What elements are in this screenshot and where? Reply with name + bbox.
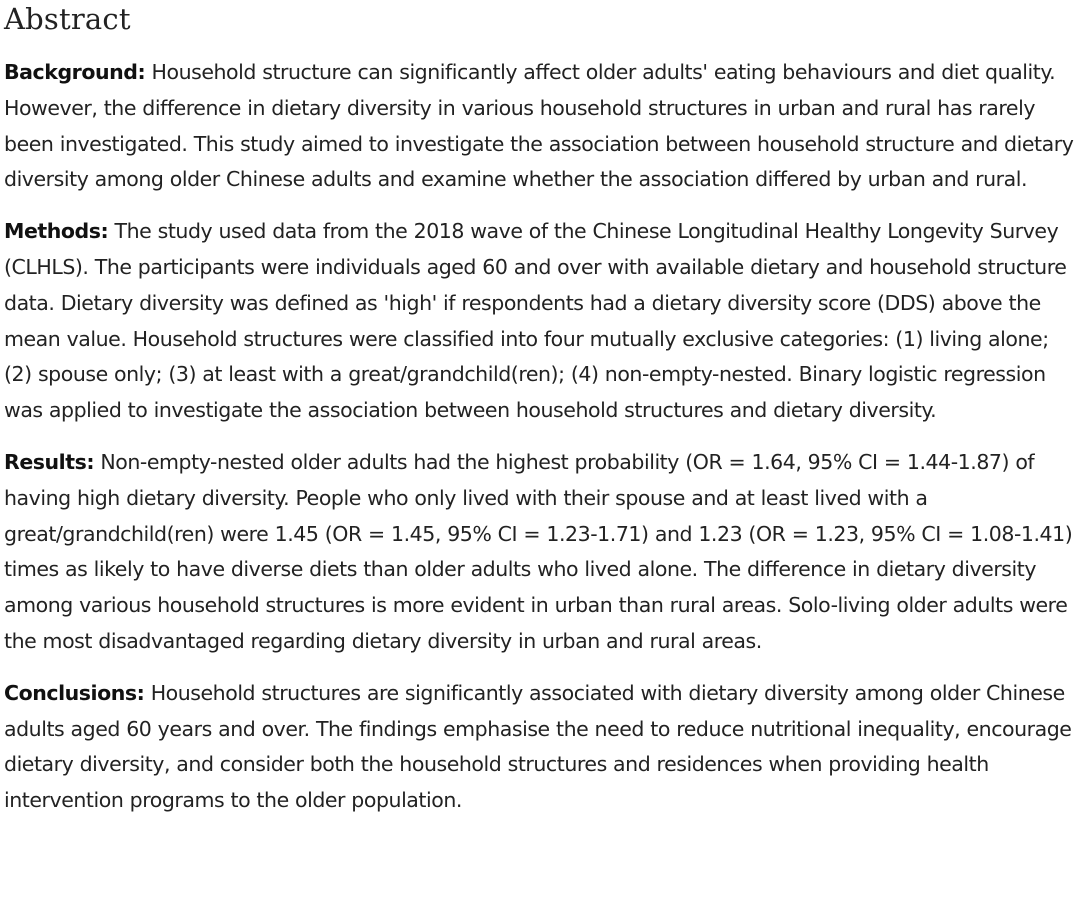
methods-section bbox=[4, 214, 1074, 429]
results-text: Non-empty-nested older adults had the highest probability (OR = 1.64, 95% CI = 1.44-1.87) of having high dietary diversity. People who only lived with their spouse and at least lived with a great/grandchild(ren) were 1.45 (OR = 1.45, 95% CI = 1.23-1.71) and 1.23 (OR = 1.23, 95% CI = 1.08-1.41) times as likely to have diverse diets than older adults who lived alone. The difference in dietary diversity among various household structures is more evident in urban than rural areas. Solo-living older adults were the most disadvantaged regarding dietary diversity in urban and rural areas. bbox=[4, 449, 1073, 653]
conclusions-label: Conclusions: bbox=[4, 680, 145, 705]
conclusions-section bbox=[4, 676, 1074, 819]
conclusions-text: Household structures are significantly associated with dietary diversity among older Chinese adults aged 60 years and over. The findings emphasise the need to reduce nutritional inequality, encourage dietary diversity, and consider both the household structures and residences when providing health intervention programs to the older population. bbox=[4, 680, 1072, 813]
results-section bbox=[4, 445, 1074, 660]
results-label: Results: bbox=[4, 449, 95, 474]
background-section bbox=[4, 55, 1074, 198]
abstract-heading: Abstract bbox=[4, 2, 131, 36]
background-label: Background: bbox=[4, 60, 146, 84]
methods-text: The study used data from the 2018 wave of the Chinese Longitudinal Healthy Longevity Survey (CLHLS). The participants were individuals aged 60 and over with available dietary and household structure data. Dietary diversity was defined as 'high' if respondents had a dietary diversity score (DDS) above the mean value. Household structures were classified into four mutually exclusive categories: (1) living alone; (2) spouse only; (3) at least with a great/grandchild(ren); (4) non-empty-nested. Binary logistic regression was applied to investigate the association between household structures and dietary diversity. bbox=[4, 219, 1067, 423]
methods-label: Methods: bbox=[4, 219, 109, 244]
background-text: Household structure can significantly affect older adults' eating behaviours and diet quality. However, the difference in dietary diversity in various household structures in urban and rural has rarely been investigated. This study aimed to investigate the association between household structure and dietary diversity among older Chinese adults and examine whether the association differed by urban and rural. bbox=[4, 60, 1074, 192]
